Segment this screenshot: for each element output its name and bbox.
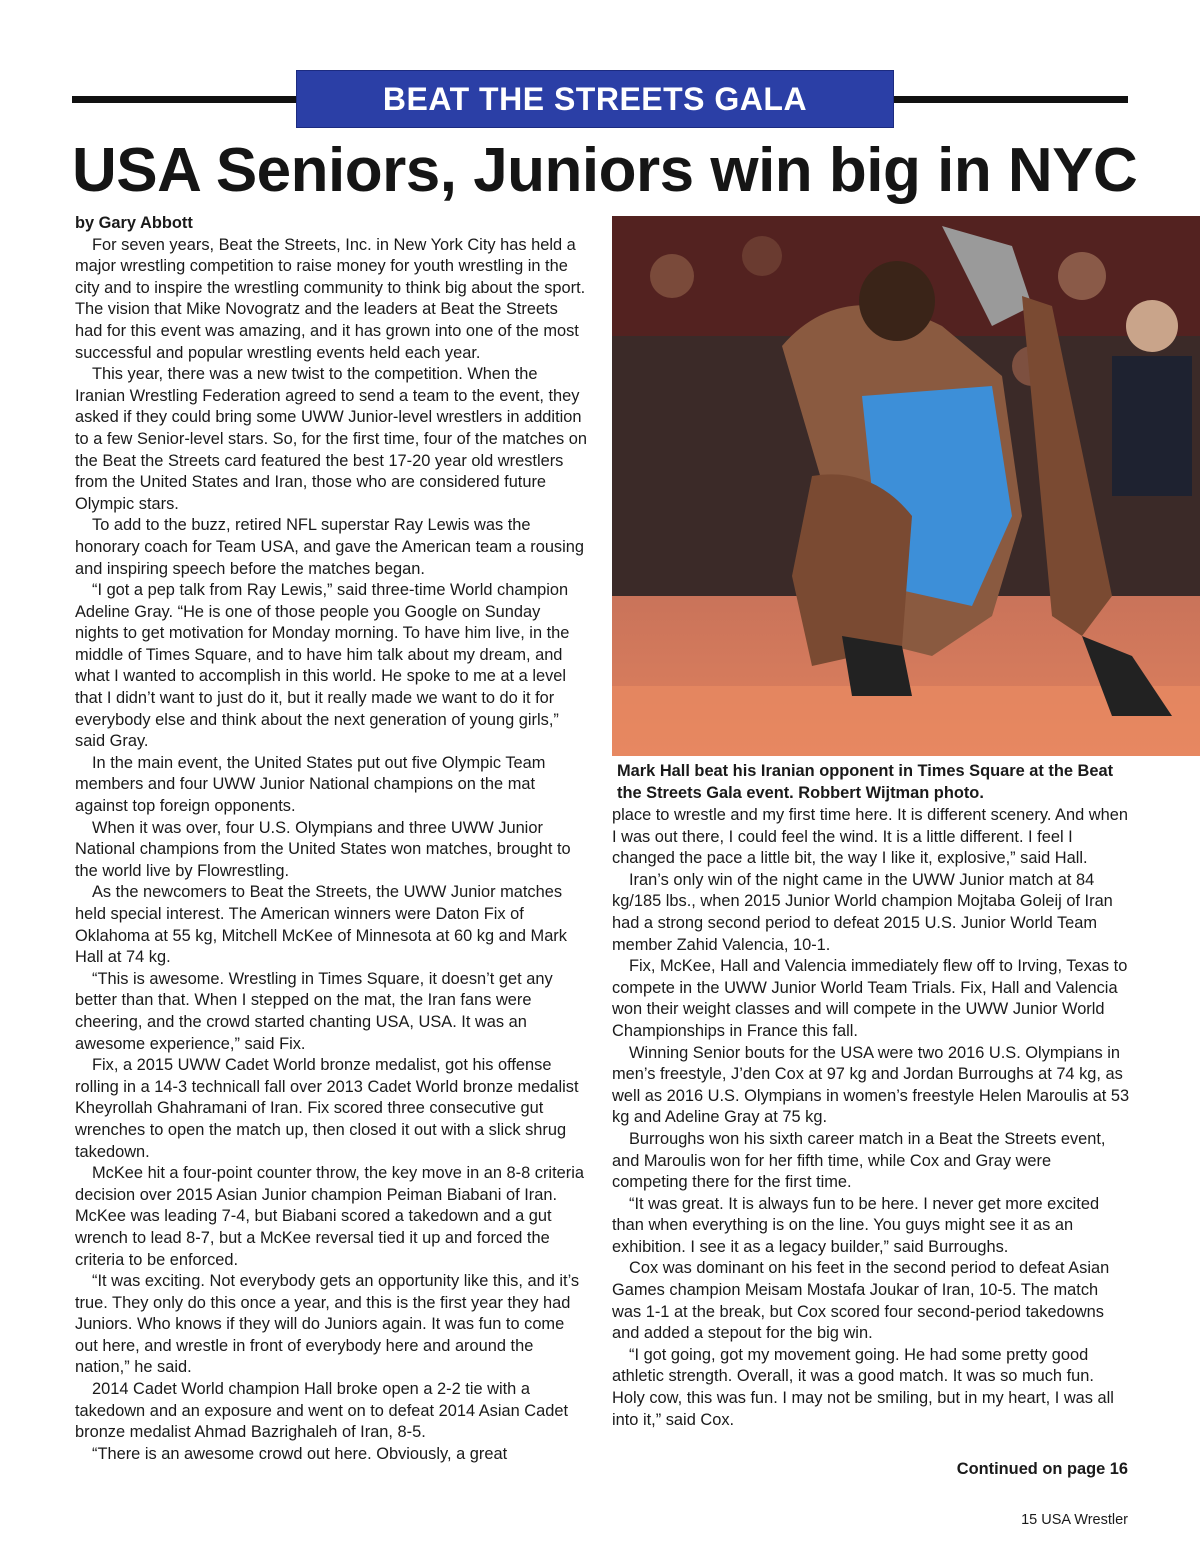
paragraph: This year, there was a new twist to the competition. When the Iranian Wrestling Federation agreed to send a team to the event, they asked if they could bring some UWW Junior-level wrestlers in addition to a few Senior-level stars. So, for the first time, four of the matches on the Beat the Streets card featured the best 17-20 year old wrestlers from the United States and Iran, those who are considered future Olympic stars.: [75, 365, 587, 513]
paragraph: “There is an awesome crowd out here. Obviously, a great: [92, 1444, 508, 1463]
wrestling-photo: [612, 216, 1200, 756]
byline: by Gary Abbott: [75, 214, 193, 232]
paragraph: 2014 Cadet World champion Hall broke open a 2-2 tie with a takedown and an exposure and went on to defeat 2014 Asian Cadet bronze medalist Ahmad Bazrighaleh of Iran, 8-5.: [75, 1380, 568, 1442]
section-banner: BEAT THE STREETS GALA: [296, 70, 894, 128]
photo-caption: Mark Hall beat his Iranian opponent in Times Square at the Beat the Streets Gala event. Robbert Wijtman photo.: [617, 762, 1114, 802]
paragraph: Fix, McKee, Hall and Valencia immediately flew off to Irving, Texas to compete in the UWW Junior World Team Trials. Fix, Hall and Valencia won their weight classes and will compete in the UWW Junior World Championships in France this fall.: [612, 957, 1128, 1040]
paragraph: Fix, a 2015 UWW Cadet World bronze medalist, got his offense rolling in a 14-3 technicall fall over 2013 Cadet World bronze medalist Kheyrollah Ghahramani of Iran. Fix scored three consecutive gut wrenches to open the match up, then closed it out with a slick shrug takedown.: [75, 1056, 579, 1161]
paragraph: “It was great. It is always fun to be here. I never get more excited than when everything is on the line. You guys might see it as an exhibition. I see it as a legacy builder,” said Burroughs.: [612, 1194, 1100, 1256]
continued-note: Continued on page 16: [956, 1460, 1128, 1478]
wrestling-photo-illustration: [612, 216, 1200, 756]
paragraph: “I got a pep talk from Ray Lewis,” said three-time World champion Adeline Gray. “He is one of those people you Google on Sunday nights to get motivation for Monday morning. To have him live, in the middle of Times Square, and to have him talk about my dream, and what I wanted to accomplish in this world. He spoke to me at a level that I didn’t want to just do it, but it really made we want to do it for everybody else and think about the next generation of young girls,” said Gray.: [75, 581, 570, 751]
paragraph: Iran’s only win of the night came in the UWW Junior match at 84 kg/185 lbs., when 2015 Junior World champion Mojtaba Goleij of Iran had a strong second period to defeat 2015 U.S. Junior World Team member Zahid Valencia, 10-1.: [612, 870, 1113, 954]
paragraph: “This is awesome. Wrestling in Times Square, it doesn’t get any better than that. When I stepped on the mat, the Iran fans were cheering, and the crowd started chanting USA, USA. It was an awesome experience,” said Fix.: [75, 969, 553, 1053]
article-right-column: [612, 805, 1130, 1431]
banner-rule-left: [72, 96, 300, 103]
article-left-column: [75, 213, 587, 1465]
paragraph: Cox was dominant on his feet in the second period to defeat Asian Games champion Meisam Mostafa Joukar of Iran, 10-5. The match was 1-1 at the break, but Cox scored four second-period takedowns and added a stepout for the big win.: [612, 1259, 1110, 1343]
page-folio: 15 USA Wrestler: [1021, 1512, 1128, 1528]
paragraph: “I got going, got my movement going. He had some pretty good athletic strength. Overall, it was a good match. It was so much fun. Holy cow, this was fun. I may not be smiling, but in my heart, I was all into it,” said Cox.: [612, 1345, 1114, 1429]
paragraph: In the main event, the United States put out five Olympic Team members and four UWW Junior National champions on the mat against top foreign opponents.: [75, 753, 546, 816]
paragraph: For seven years, Beat the Streets, Inc. in New York City has held a major wrestling competition to raise money for youth wrestling in the city and to inspire the wrestling community to think big about the sport. The vision that Mike Novogratz and the leaders at Beat the Streets had for this event was amazing, and it has grown into one of the most successful and popular wrestling events held each year.: [75, 235, 586, 362]
banner-rule-right: [892, 96, 1128, 103]
paragraph: When it was over, four U.S. Olympians and three UWW Junior National champions from the United States won matches, brought to the world live by Flowrestling.: [75, 818, 571, 880]
paragraph: “It was exciting. Not everybody gets an opportunity like this, and it’s true. They only do this once a year, and this is the first year they had Juniors. Who knows if they will do Juniors again. It was fun to come out here, and wrestle in front of everybody here and around the nation,” he said.: [75, 1272, 580, 1377]
paragraph: Winning Senior bouts for the USA were two 2016 U.S. Olympians in men’s freestyle, J’den Cox at 97 kg and Jordan Burroughs at 74 kg, as well as 2016 U.S. Olympians in women’s freestyle Helen Maroulis at 53 kg and Adeline Gray at 75 kg.: [612, 1043, 1130, 1127]
article-headline: USA Seniors, Juniors win big in NYC: [72, 136, 1138, 205]
paragraph: place to wrestle and my first time here. It is different scenery. And when I was out there, I could feel the wind. It is a little different. I feel I changed the pace a little bit, the way I like it, explosive,” said Hall.: [612, 806, 1128, 868]
paragraph: To add to the buzz, retired NFL superstar Ray Lewis was the honorary coach for Team USA, and gave the American team a rousing and inspiring speech before the matches began.: [75, 516, 584, 578]
paragraph: McKee hit a four-point counter throw, the key move in an 8-8 criteria decision over 2015 Asian Junior champion Peiman Biabani of Iran. McKee was leading 7-4, but Biabani scored a takedown and a gut wrench to lead 8-7, but a McKee reversal tied it up and forced the criteria to be enforced.: [75, 1164, 584, 1269]
paragraph: Burroughs won his sixth career match in a Beat the Streets event, and Maroulis won for her fifth time, while Cox and Gray were competing there for the first time.: [612, 1129, 1106, 1192]
paragraph: As the newcomers to Beat the Streets, the UWW Junior matches held special interest. The American winners were Daton Fix of Oklahoma at 55 kg, Mitchell McKee of Minnesota at 60 kg and Mark Hall at 74 kg.: [75, 883, 567, 967]
